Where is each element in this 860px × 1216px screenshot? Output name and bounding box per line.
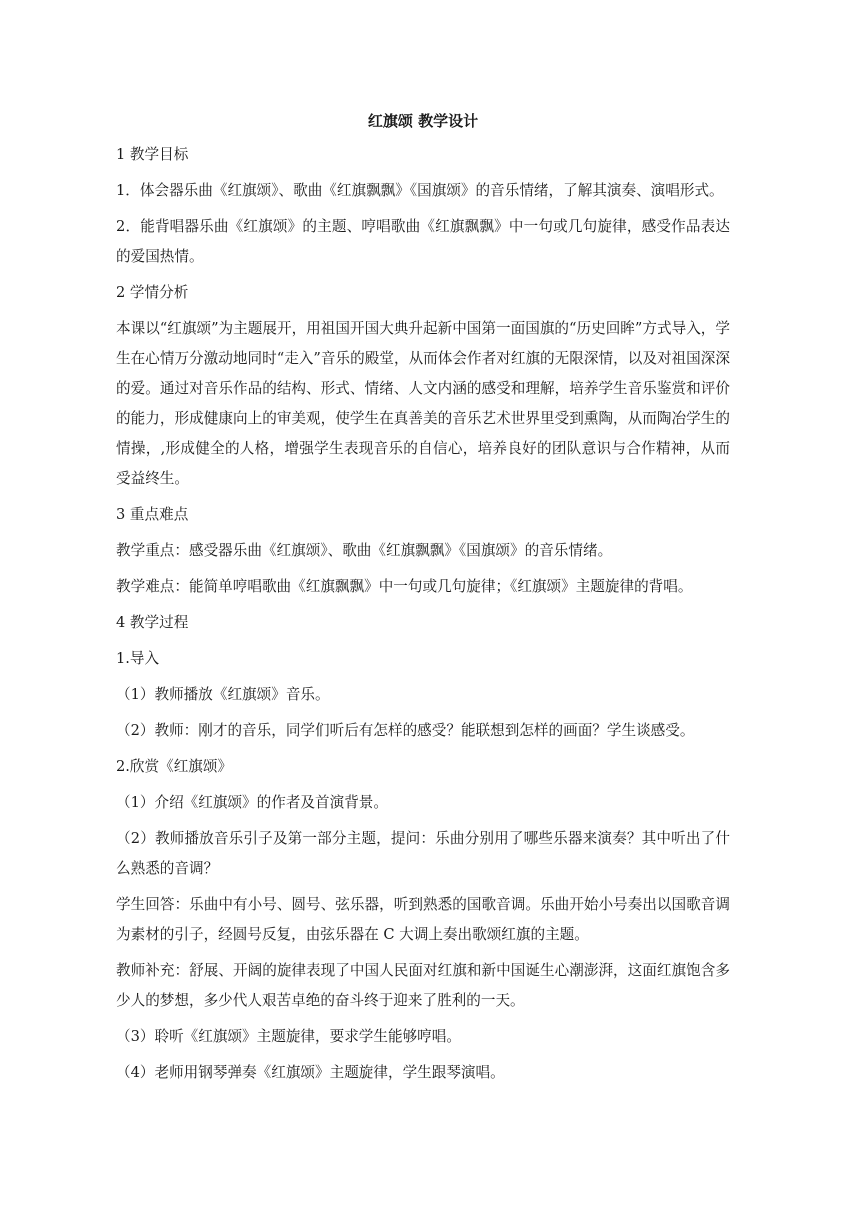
document-page (116, 104, 730, 1094)
appreciate-step-3: （3）聆听《红旗颂》主题旋律，要求学生能够哼唱。 (116, 1028, 461, 1045)
section-heading-key-points: 3 重点难点 (116, 506, 189, 523)
teacher-supplement-paragraph: 教师补充：舒展、开阔的旋律表现了中国人民面对红旗和新中国诞生心潮澎湃，这面红旗饱含多少人的梦想，多少代人艰苦卓绝的奋斗终于迎来了胜利的一天。 (116, 962, 730, 1009)
appreciate-step-1: （1）介绍《红旗颂》的作者及首演背景。 (116, 794, 388, 811)
appreciate-step-4: （4）老师用钢琴弹奏《红旗颂》主题旋律，学生跟琴演唱。 (116, 1064, 505, 1081)
section-heading-process: 4 教学过程 (116, 614, 189, 631)
student-answer-paragraph: 学生回答：乐曲中有小号、圆号、弦乐器，听到熟悉的国歌音调。乐曲开始小号奏出以国歌音调为素材的引子，经圆号反复，由弦乐器在 C 大调上奏出歌颂红旗的主题。 (116, 896, 730, 943)
subheading-appreciate: 2.欣赏《红旗颂》 (116, 758, 233, 775)
section-heading-goals: 1 教学目标 (116, 146, 189, 163)
section-heading-analysis: 2 学情分析 (116, 284, 189, 301)
analysis-paragraph: 本课以“红旗颂”为主题展开，用祖国开国大典升起新中国第一面国旗的“历史回眸”方式导入，学生在心情万分激动地同时“走入”音乐的殿堂，从而体会作者对红旗的无限深情，以及对祖国深深的爱。通过对音乐作品的结构、形式、情绪、人文内涵的感受和理解，培养学生音乐鉴赏和评价的能力，形成健康向上的审美观，使学生在真善美的音乐艺术世界里受到熏陶，从而陶冶学生的情操，,形成健全的人格，增强学生表现音乐的自信心，培养良好的团队意识与合作精神，从而受益终生。 (116, 320, 730, 487)
goal-item-2: 2．能背唱器乐曲《红旗颂》的主题、哼唱歌曲《红旗飘飘》中一句或几句旋律，感受作品表达的爱国热情。 (116, 218, 730, 265)
subheading-intro: 1.导入 (116, 650, 160, 667)
document-title: 红旗颂 教学设计 (367, 112, 479, 130)
key-point-paragraph: 教学重点：感受器乐曲《红旗颂》、歌曲《红旗飘飘》《国旗颂》的音乐情绪。 (116, 542, 613, 559)
intro-step-2: （2）教师：刚才的音乐，同学们听后有怎样的感受？能联想到怎样的画面？学生谈感受。 (116, 722, 695, 739)
goal-item-1: 1．体会器乐曲《红旗颂》、歌曲《红旗飘飘》《国旗颂》的音乐情绪，了解其演奏、演唱形式。 (116, 182, 724, 199)
appreciate-step-2: （2）教师播放音乐引子及第一部分主题，提问：乐曲分别用了哪些乐器来演奏？其中听出了什么熟悉的音调？ (116, 830, 730, 877)
intro-step-1: （1）教师播放《红旗颂》音乐。 (116, 686, 330, 703)
difficult-point-paragraph: 教学难点：能简单哼唱歌曲《红旗飘飘》中一句或几句旋律；《红旗颂》主题旋律的背唱。 (116, 578, 693, 595)
